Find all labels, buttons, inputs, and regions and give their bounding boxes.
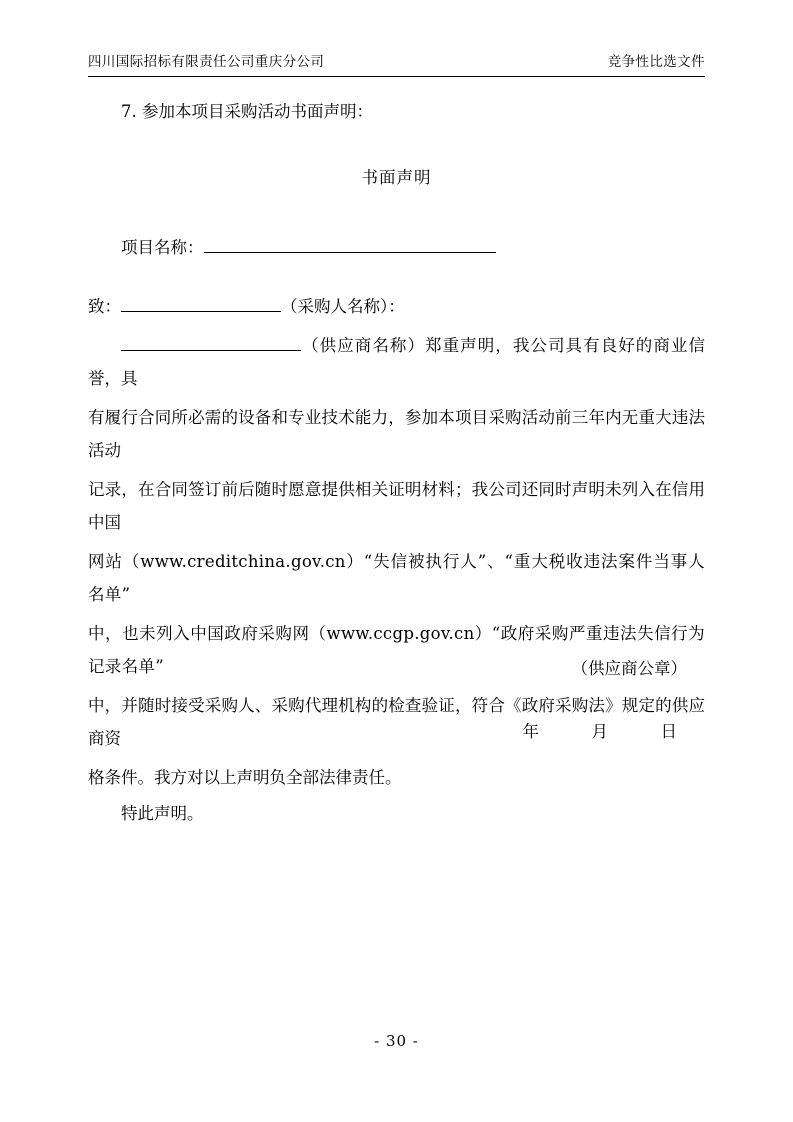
declaration-paragraph-line1 [88,329,705,395]
declaration-paragraph-line4: 网站（www.creditchina.gov.cn）“失信被执行人”、“重大税收违法案件当事人名单” [88,551,705,604]
project-name-row [88,232,705,264]
header-divider [88,76,705,77]
page-header [88,50,705,70]
addressee-label: 致： [88,296,121,316]
addressee-blank[interactable] [121,292,281,311]
addressee-suffix: （采购人名称）： [281,296,405,316]
declaration-title: 书面声明 [361,168,432,188]
supplier-seal-label: （供应商公章） [571,659,687,678]
date-year-label: 年 [522,722,539,741]
date-month-label: 月 [591,722,608,741]
header-document-type: 竞争性比选文件 [607,54,705,70]
declaration-paragraph-line2: 有履行合同所必需的设备和专业技术能力，参加本项目采购活动前三年内无重大违法活动 [88,407,705,460]
declaration-paragraph-line3: 记录，在合同签订前后随时愿意提供相关证明材料；我公司还同时声明未列入在信用中国 [88,479,705,532]
signature-date-line [88,718,705,742]
date-day-label: 日 [660,722,677,741]
header-company-name: 四川国际招标有限责任公司重庆分公司 [88,54,325,70]
project-name-blank[interactable] [204,234,496,253]
supplier-name-blank[interactable] [121,332,301,351]
declaration-paragraph-line6: 中，并随时接受采购人、采购代理机构的检查验证，符合《政府采购法》规定的供应商资 [88,695,705,748]
project-name-label: 项目名称： [121,238,204,258]
addressee-row [88,291,705,323]
page-footer: - 30 - [374,1032,419,1050]
special-note: 特此声明。 [121,803,204,823]
section-heading: 7. 参加本项目采购活动书面声明： [121,102,373,121]
declaration-paragraph-line5: 中，也未列入中国政府采购网（www.ccgp.gov.cn）“政府采购严重违法失信行为记录名单” [88,623,705,676]
declaration-paragraph-line7: 格条件。我方对以上声明负全部法律责任。 [88,767,402,787]
supplier-suffix-text: （供应商名称）郑重声明，我公司具有良好的商业信誉，具 [88,335,705,388]
